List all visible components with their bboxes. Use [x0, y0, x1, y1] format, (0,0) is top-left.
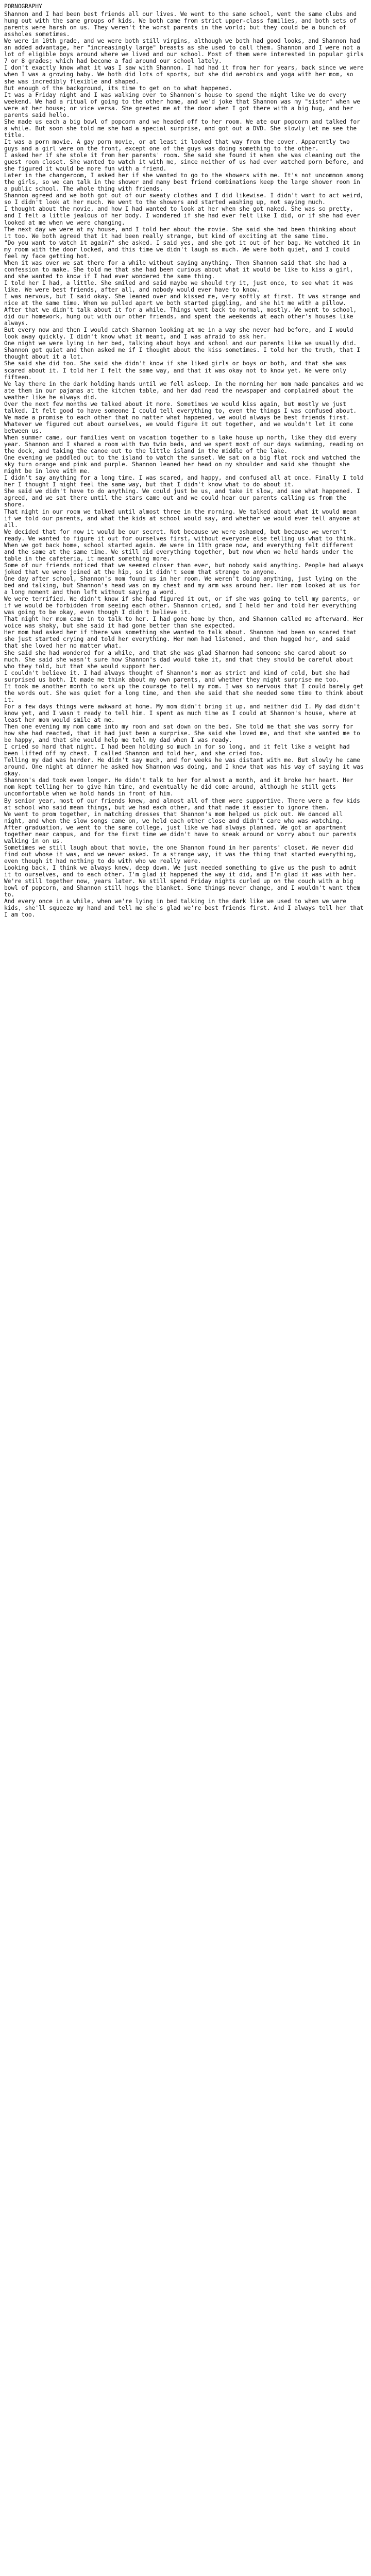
paragraph: That night her mom came in to talk to her. I had gone home by then, and Shannon called me afterward. Her voice was shaky, but she said it had gone better than she expected. — [4, 616, 367, 630]
paragraph: I didn't say anything for a long time. I was scared, and happy, and confused all at once. Finally I told her I thought I might feel the same way, but that I didn't know what to do about it. — [4, 474, 367, 488]
paragraph: She made us each a big bowl of popcorn and we headed off to her room. We ate our popcorn and talked for a while. But soon she told me she had a special surprise, and got out a DVD. She slowly let me see the title. — [4, 118, 364, 139]
paragraph: We decided that for now it would be our secret. Not because we were ashamed, but because we weren't ready. We wanted to figure it out for ourselves first, without everyone else telling us what to think. — [4, 528, 357, 542]
paragraph: One day after school, Shannon's mom found us in her room. We weren't doing anything, just lying on the bed and talking, but Shannon's head was on my chest and my arm was around her. Her mom looked at us for a long moment and then left without saying a word. — [4, 575, 364, 596]
paragraph: We made a promise to each other that no matter what happened, we would always be best friends first. Whatever we figured out about ourselves, we would figure it out together, and we wouldn't let it come between us. — [4, 414, 357, 434]
paragraph: We were in 10th grade, and we were both still virgins, although we both had good looks, and Shannon had an added advantage, her "increasingly large" breasts as she used to call them. Shannon and I were not a lot of eligible boys around where we lived and our school. Most of them were interested in popular girls 7 or 8 grades; which had become a fad around our school lately. — [4, 38, 367, 65]
paragraph: But enough of the background, its time to get on to what happened. — [4, 84, 232, 92]
paragraph: Some of our friends noticed that we seemed closer than ever, but nobody said anything. People had always joked that we were joined at the hip, so it didn't seem that strange to anyone. — [4, 562, 367, 575]
paragraph: I thought about the movie, and how I had wanted to look at her when she got naked. She was so pretty, and I felt a little jealous of her body. I wondered if she had ever felt like I did, or if she had ever looked at me when we were changing. — [4, 206, 364, 226]
paragraph: We were terrified. We didn't know if she had figured it out, or if she was going to tell my parents, or if we would be forbidden from seeing each other. Shannon cried, and I held her and told her everything was going to be okay, even though I didn't believe it. — [4, 596, 364, 616]
paragraph: When it was over we sat there for a while without saying anything. Then Shannon said that she had a confession to make. She told me that she had been curious about what it would be like to kiss a girl, and she wanted to know if I had ever wondered the same thing. — [4, 259, 357, 280]
paragraph: She said we didn't have to do anything. We could just be us, and take it slow, and see what happened. I agreed, and we sat there until the stars came out and we could hear our parents calling us from the shore. — [4, 488, 364, 509]
paragraph: I don't exactly know what it was I saw with Shannon. I had had it from her for years, back since we were when I was a growing baby. We both did lots of sports, but she did aerobics and yoga with her mom, so she was incredibly flexible and shaped. — [4, 64, 367, 85]
paragraph: "Do you want to watch it again?" she asked. I said yes, and she got it out of her bag. We watched it in my room with the door locked, and this time we didn't laugh as much. We were both quiet, and I could feel my face getting hot. — [4, 239, 364, 260]
paragraph: After graduation, we went to the same college, just like we had always planned. We got an apartment together near campus, and for the first time we didn't have to sneak around or worry about our parents walking in on us. — [4, 824, 360, 844]
document-body — [4, 11, 367, 918]
paragraph: Shannon's dad took even longer. He didn't talk to her for almost a month, and it broke her heart. Her mom kept telling her to give him time, and eventually he did come around, although he still gets uncomfortable when we hold hands in front of him. — [4, 777, 357, 798]
paragraph: When summer came, our families went on vacation together to a lake house up north, like they did every year. Shannon and I shared a room with two twin beds, and we spent most of our days swimming, reading on the dock, and taking the canoe out to the little island in the middle of the lake. — [4, 434, 367, 455]
paragraph: It took me another month to work up the courage to tell my mom. I was so nervous that I could barely get the words out. She was quiet for a long time, and then she said that she needed some time to think about it. — [4, 683, 367, 703]
paragraph: We lay there in the dark holding hands until we fell asleep. In the morning her mom made pancakes and we ate them in our pajamas at the kitchen table, and her dad read the newspaper and complained about the weather like he always did. — [4, 380, 367, 401]
paragraph: Her mom had asked her if there was something she wanted to talk about. Shannon had been so scared that she just started crying and told her everything. Her mom had listened, and then hugged her, and said that she loved her no matter what. — [4, 629, 360, 650]
paragraph: One night we were lying in her bed, talking about boys and school and our parents like we usually did. Shannon got quiet and then asked me if I thought about the kiss sometimes. I told her the truth, that I thought about it a lot. — [4, 340, 364, 361]
paragraph: Later in the changeroom, I asked her if she wanted to go to the showers with me. It's not uncommon among the girls, so we can talk in the shower and many best friend combinations keep the large shower room in a public school. The whole thing with friends. — [4, 172, 367, 193]
paragraph: By senior year, most of our friends knew, and almost all of them were supportive. There were a few kids at school who said mean things, but we had each other, and that made it easier to ignore them. — [4, 797, 364, 811]
paragraph: And every once in a while, when we're lying in bed talking in the dark like we used to when we were kids, she'll squeeze my hand and tell me she's glad we're best friends first. And I always tell her that I am too. — [4, 898, 367, 919]
paragraph: Over the next few months we talked about it more. Sometimes we would kiss again, but mostly we just talked. It felt good to have someone I could tell everything to, even the things I was confused about. — [4, 400, 357, 414]
paragraph: I asked her if she stole it from her parents' room. She said she found it when she was cleaning out the guest room closet. She wanted to watch it with me, since neither of us had ever watched porn before, and she figured it would be more fun with a friend. — [4, 152, 367, 173]
paragraph: The next day we were at my house, and I told her about the movie. She said she had been thinking about it too. We both agreed that it had been really strange, but kind of exciting at the same time. — [4, 226, 360, 240]
document-title: PORNOGRAPHY — [4, 3, 42, 10]
paragraph: I cried so hard that night. I had been holding so much in for so long, and it felt like a weight had been lifted off my chest. I called Shannon and told her, and she cried too. — [4, 743, 353, 757]
paragraph: It was a Friday night and I was walking over to Shannon's house to spend the night like we do every weekend. We had a ritual of going to the other home, and we'd joke that Shannon was my "sister" when we were at her house; or vice versa. She greeted me at the door when I got there with a big hug, and her parents said hello. — [4, 91, 364, 118]
paragraph: That night in our room we talked until almost three in the morning. We talked about what it would mean if we told our parents, and what the kids at school would say, and whether we would ever tell anyone at all. — [4, 508, 364, 529]
paragraph: I was nervous, but I said okay. She leaned over and kissed me, very softly at first. It was strange and nice at the same time. When we pulled apart we both started giggling, and she hit me with a pillow. — [4, 293, 364, 307]
paragraph: Then one evening my mom came into my room and sat down on the bed. She told me that she was sorry for how she had reacted, that it had just been a surprise. She said she loved me, and that she wanted me to be happy, and that she would help me tell my dad when I was ready. — [4, 723, 364, 744]
paragraph: Sometimes we still laugh about that movie, the one Shannon found in her parents' closet. We never did find out whose it was, and we never asked. In a strange way, it was the thing that started everything, even though it had nothing to do with who we really were. — [4, 844, 360, 865]
paragraph: For a few days things were awkward at home. My mom didn't bring it up, and neither did I. My dad didn't know yet, and I wasn't ready to tell him. I spent as much time as I could at Shannon's house, where at least her mom would smile at me. — [4, 703, 364, 723]
paragraph: When we got back home, school started again. We were in 11th grade now, and everything felt different and the same at the same time. We still did everything together, but now when we held hands under the table in the cafeteria, it meant something more. — [4, 541, 357, 562]
paragraph: It was a porn movie. A gay porn movie, or at least it looked that way from the cover. Apparently two guys and a girl were on the front, except one of the guys was doing something to the other. — [4, 138, 353, 152]
paragraph: Shannon and I had been best friends all our lives. We went to the same school, went the same clubs and hung out with the same groups of kids. We both came from strict upper-class families, and both sets of parents were harsh on us. They weren't the worst parents in the world; but they could be a bunch of assholes sometimes. — [4, 11, 360, 38]
paragraph: Telling my dad was harder. He didn't say much, and for weeks he was distant with me. But slowly he came around. One night at dinner he asked how Shannon was doing, and I knew that was his way of saying it was okay. — [4, 757, 367, 777]
paragraph: But every now and then I would catch Shannon looking at me in a way she never had before, and I would look away quickly. I didn't know what it meant, and I was afraid to ask her. — [4, 327, 357, 341]
paragraph: I couldn't believe it. I had always thought of Shannon's mom as strict and kind of cold, but she had surprised us both. It made me think about my own parents, and whether they might surprise me too. — [4, 669, 353, 683]
paragraph: She said she had wondered for a while, and that she was glad Shannon had someone she cared about so much. She said she wasn't sure how Shannon's dad would take it, and that they should be careful about who they told, but that she would support her. — [4, 649, 357, 670]
paragraph: I told her I had, a little. She smiled and said maybe we should try it, just once, to see what it was like. We were best friends, after all, and nobody would ever have to know. — [4, 279, 357, 293]
paragraph: We're still together now, years later. We still spend Friday nights curled up on the couch with a big bowl of popcorn, and Shannon still hogs the blanket. Some things never change, and I wouldn't want them to. — [4, 878, 364, 899]
paragraph: After that we didn't talk about it for a while. Things went back to normal, mostly. We went to school, did our homework, hung out with our other friends, and spent the weekends at each other's houses like always. — [4, 307, 360, 327]
paragraph: We went to prom together, in matching dresses that Shannon's mom helped us pick out. We danced all night, and when the slow songs came on, we held each other close and didn't care who was watching. — [4, 810, 347, 824]
paragraph: Looking back, I think we always knew, deep down. We just needed something to give us the push to admit it to ourselves, and to each other. I'm glad it happened the way it did, and I'm glad it was with her. — [4, 865, 360, 878]
paragraph: Shannon agreed and we both got out of our sweaty clothes and I did likewise. I didn't want to act weird, so I didn't look at her much. We went to the showers and started washing up, not saying much. — [4, 192, 367, 206]
paragraph: She said she did too. She said she didn't know if she liked girls or boys or both, and that she was scared about it. I told her I felt the same way, and that it was okay not to know yet. We were only fifteen. — [4, 360, 350, 381]
paragraph: One evening we paddled out to the island to watch the sunset. We sat on a big flat rock and watched the sky turn orange and pink and purple. Shannon leaned her head on my shoulder and said she thought she might be in love with me. — [4, 454, 364, 475]
